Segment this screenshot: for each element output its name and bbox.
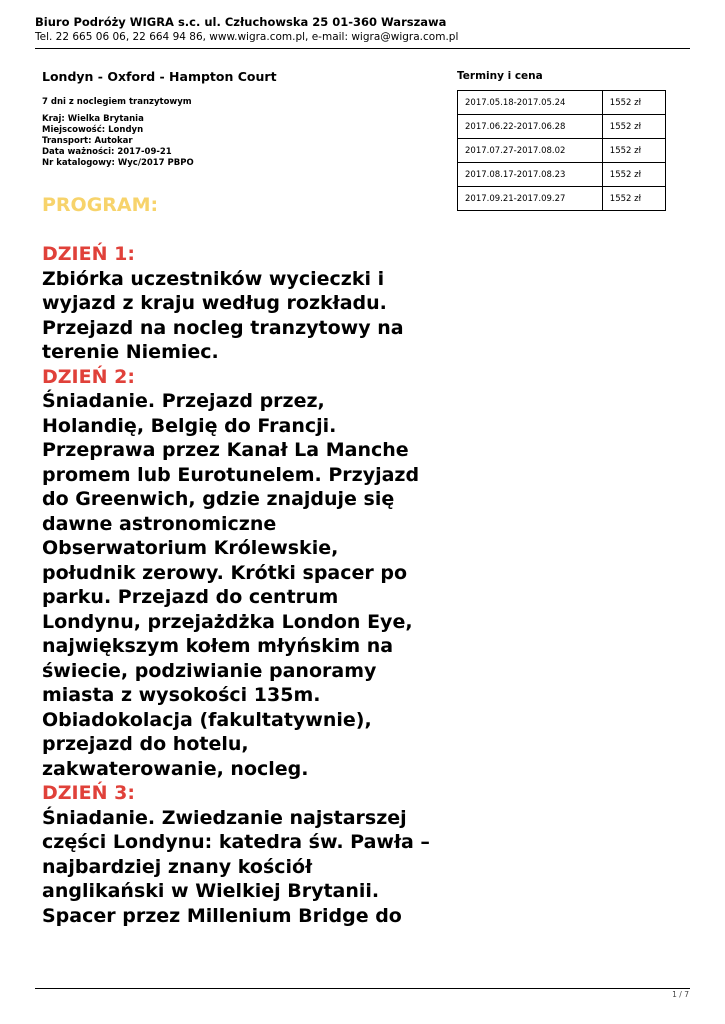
- company-name: Biuro Podróży WIGRA s.c. ul. Człuchowska 25 01-360 Warszawa: [35, 15, 447, 29]
- day-1: [42, 242, 442, 365]
- term-dates: 2017.08.17-2017.08.23: [458, 163, 603, 187]
- trip-details: [42, 68, 442, 928]
- day-description: Śniadanie. Zwiedzanie najstarszej części Londynu: katedra św. Pawła – najbardziej znany kościół anglikański w Wielkiej Brytanii. Spacer przez Millenium Bridge do: [42, 806, 430, 927]
- day-2: [42, 365, 442, 782]
- term-price: 1552 zł: [602, 187, 665, 211]
- company-contact: Tel. 22 665 06 06, 22 664 94 86, www.wigra.com.pl, e-mail: wigra@wigra.com.pl: [35, 31, 459, 43]
- trip-country: Kraj: Wielka Brytania: [42, 114, 144, 124]
- table-row: [458, 91, 666, 115]
- day-heading: DZIEŃ 3:: [42, 782, 135, 804]
- day-heading: DZIEŃ 1:: [42, 243, 135, 265]
- trip-title: Londyn - Oxford - Hampton Court: [42, 69, 277, 84]
- table-row: [458, 139, 666, 163]
- day-description: Zbiórka uczestników wycieczki i wyjazd z kraju według rozkładu. Przejazd na nocleg tranzytowy na terenie Niemiec.: [42, 267, 404, 363]
- program-heading: PROGRAM:: [42, 194, 159, 216]
- page-header: [35, 14, 690, 49]
- term-dates: 2017.07.27-2017.08.02: [458, 139, 603, 163]
- trip-place: Miejscowość: Londyn: [42, 125, 144, 135]
- terms-table: [457, 90, 666, 211]
- term-dates: 2017.06.22-2017.06.28: [458, 115, 603, 139]
- trip-subtitle: 7 dni z noclegiem tranzytowym: [42, 97, 192, 107]
- terms-panel: [457, 68, 666, 211]
- trip-transport: Transport: Autokar: [42, 136, 133, 146]
- day-heading: DZIEŃ 2:: [42, 365, 135, 388]
- term-price: 1552 zł: [602, 91, 665, 115]
- trip-catalog-number: Nr katalogowy: Wyc/2017 PBPO: [42, 158, 194, 168]
- table-row: [458, 187, 666, 211]
- table-row: [458, 163, 666, 187]
- footer-divider: [35, 988, 690, 989]
- terms-title: Terminy i cena: [457, 70, 543, 82]
- program-days: [42, 242, 442, 928]
- page-number: 1 / 7: [672, 990, 689, 999]
- day-3: [42, 781, 442, 928]
- trip-valid-until: Data ważności: 2017-09-21: [42, 147, 172, 157]
- term-price: 1552 zł: [602, 139, 665, 163]
- table-row: [458, 115, 666, 139]
- term-price: 1552 zł: [602, 163, 665, 187]
- day-description: Śniadanie. Przejazd przez, Holandię, Belgię do Francji. Przeprawa przez Kanał La Manche promem lub Eurotunelem. Przyjazd do Greenwich, gdzie znajduje się dawne astronomiczne Obserwatorium Królewskie, południk zerowy. Krótki spacer po parku. Przejazd do centrum Londynu, przejażdżka London Eye, największym kołem młyńskim na świecie, podziwianie panoramy miasta z wysokości 135m. Obiadokolacja (fakultatywnie), przejazd do hotelu, zakwaterowanie, nocleg.: [42, 390, 420, 780]
- term-price: 1552 zł: [602, 115, 665, 139]
- term-dates: 2017.09.21-2017.09.27: [458, 187, 603, 211]
- term-dates: 2017.05.18-2017.05.24: [458, 91, 603, 115]
